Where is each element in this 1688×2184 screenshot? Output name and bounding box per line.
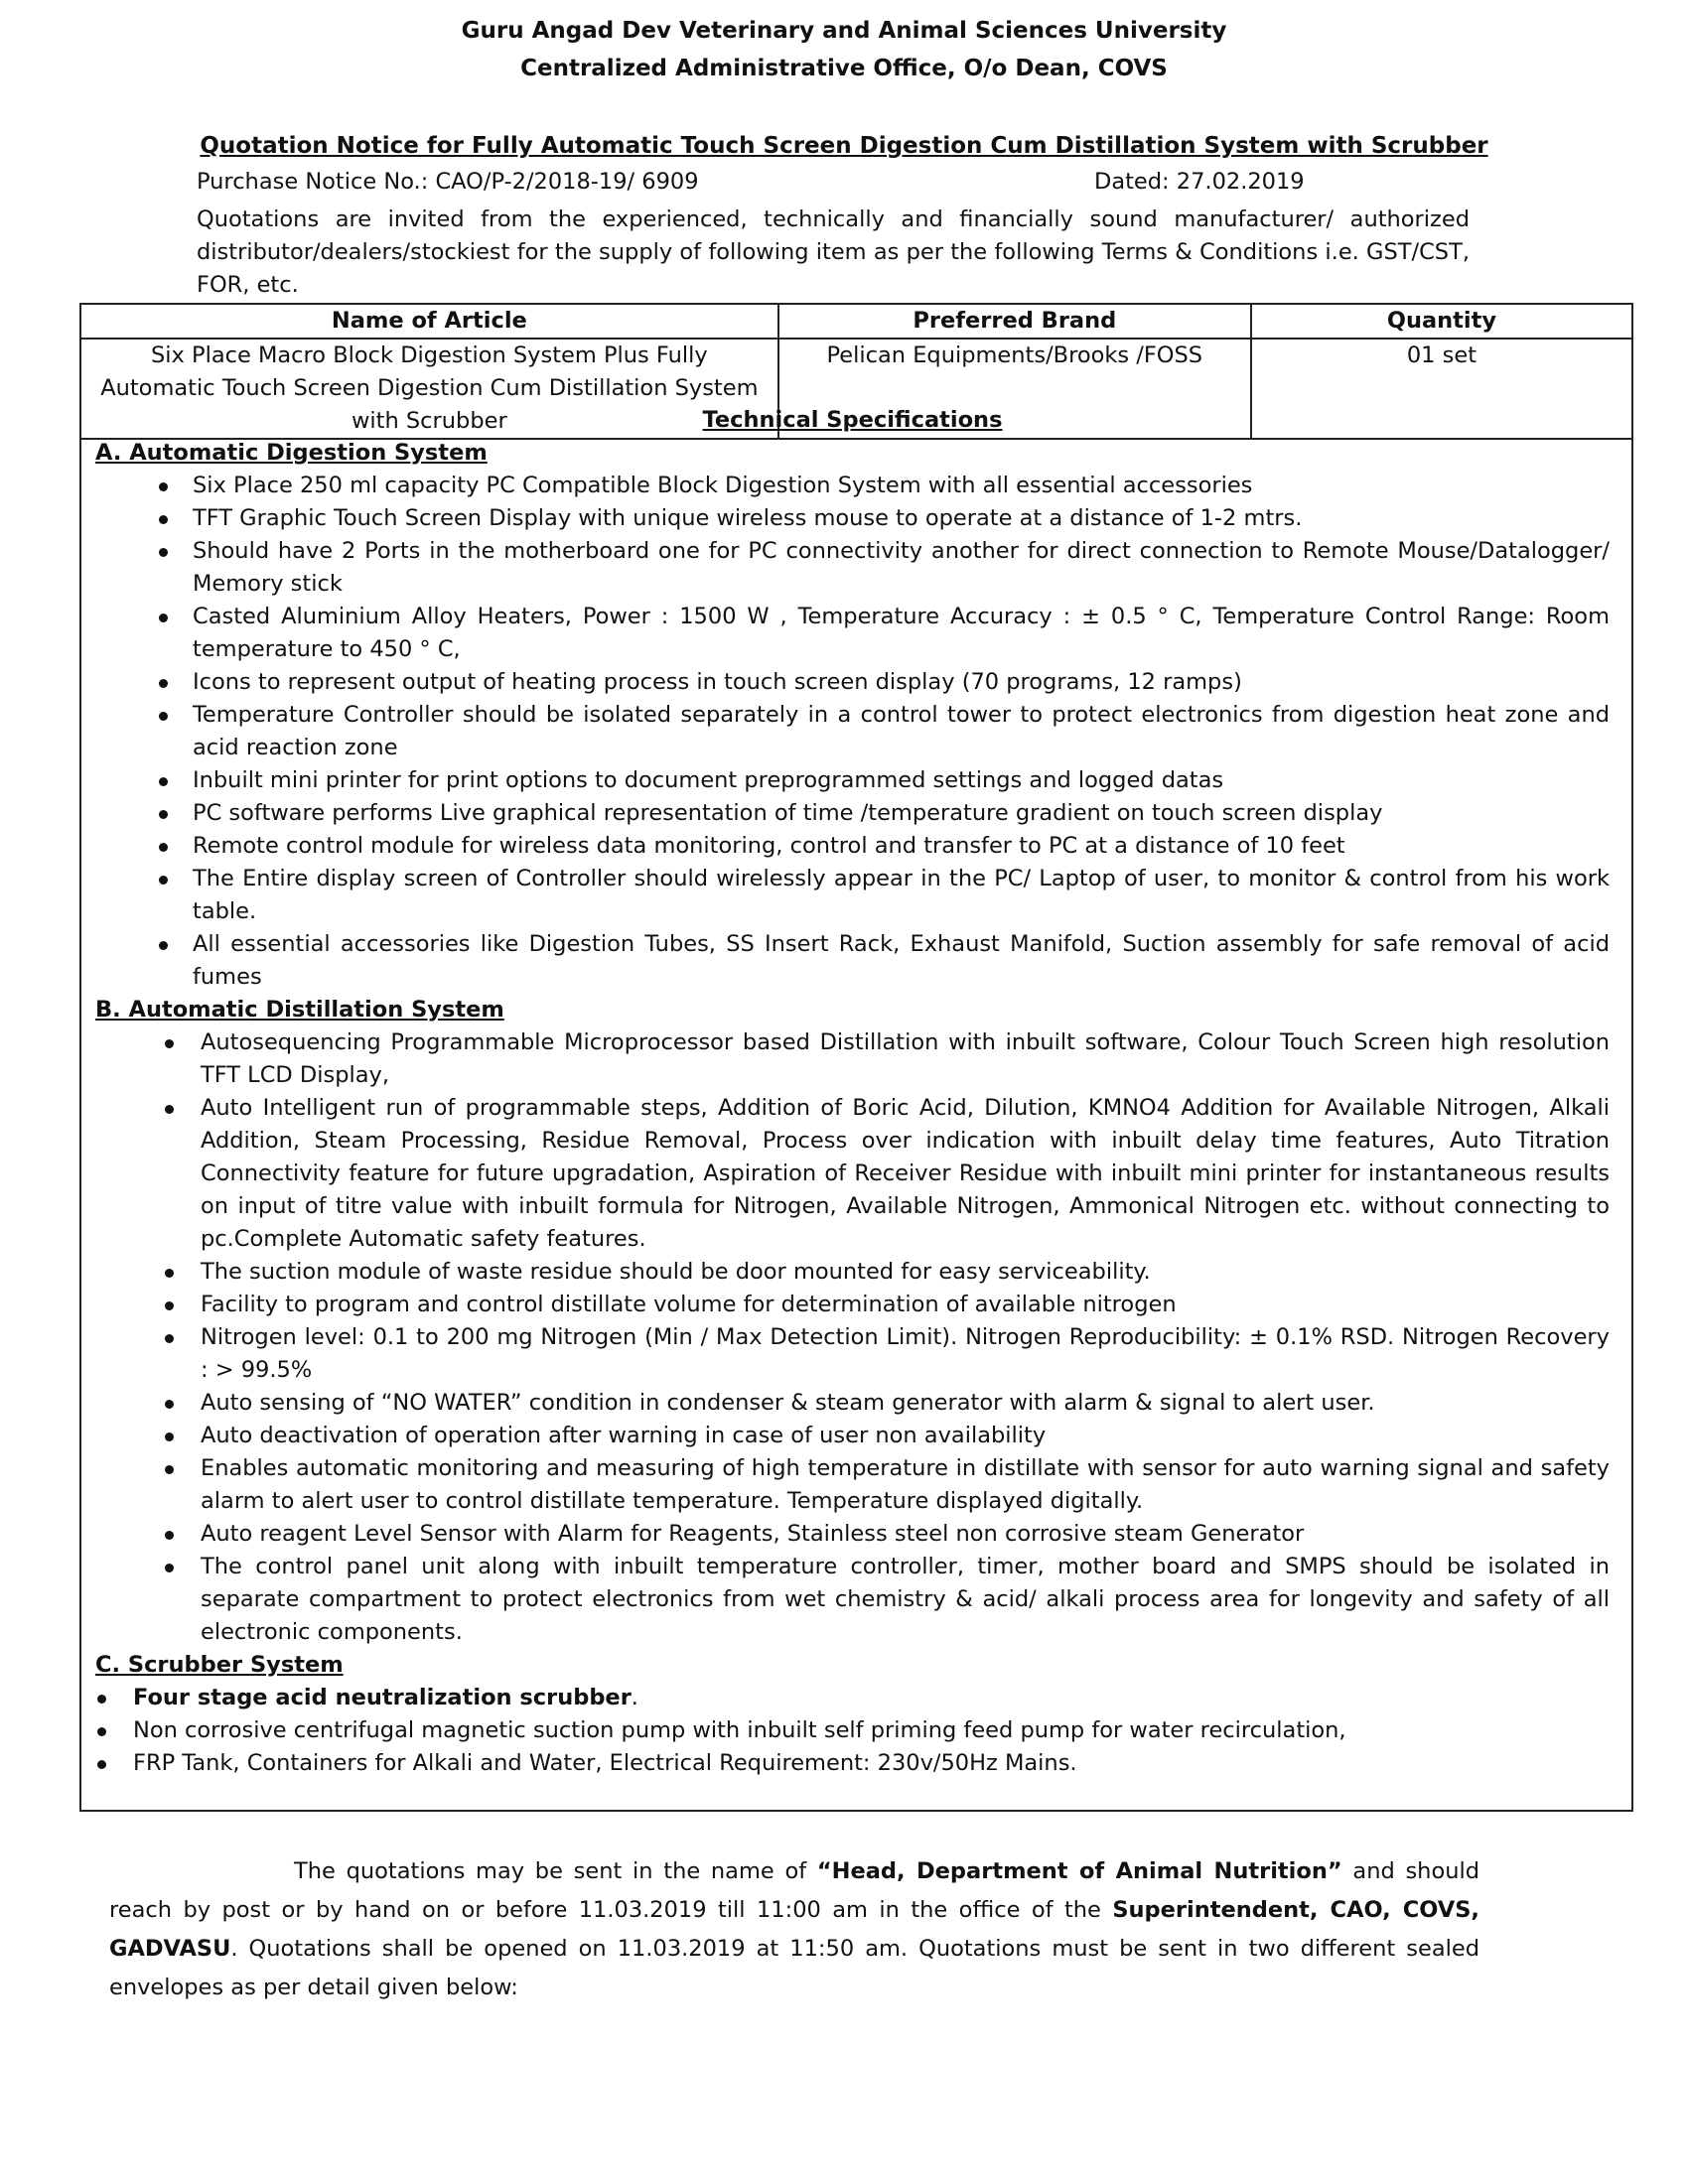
section-a-list [95, 470, 1610, 994]
list-item: Non corrosive centrifugal magnetic suction pump with inbuilt self priming feed pump for water recirculation, [95, 1714, 1610, 1747]
bullet-icon [159, 515, 168, 524]
bullet-icon [165, 1301, 174, 1310]
closing-text: The quotations may be sent in the name of [294, 1858, 817, 1884]
bullet-icon [159, 843, 168, 852]
technical-specifications-box [79, 402, 1633, 1812]
list-item: PC software performs Live graphical representation of time /temperature gradient on touch screen display [95, 797, 1610, 830]
bullet-icon [97, 1727, 106, 1736]
list-item: Facility to program and control distillate volume for determination of available nitrogen [95, 1289, 1610, 1321]
purchase-notice-number: Purchase Notice No.: CAO/P-2/2018-19/ 6909 [197, 169, 699, 195]
list-item: Should have 2 Ports in the motherboard one for PC connectivity another for direct connection to Remote Mouse/Datalogger/ Memory stick [95, 535, 1610, 601]
column-header-article: Name of Article [80, 304, 778, 339]
table-header-row [80, 304, 1632, 339]
list-item: Autosequencing Programmable Microprocessor based Distillation with inbuilt software, Colour Touch Screen high resolution TFT LCD Display, [95, 1026, 1610, 1092]
bullet-icon [159, 482, 168, 491]
bullet-icon [165, 1531, 174, 1540]
bullet-icon [165, 1105, 174, 1114]
list-item: Nitrogen level: 0.1 to 200 mg Nitrogen (Min / Max Detection Limit). Nitrogen Reproducibility: ± 0.1% RSD. Nitrogen Recovery : > 99.5% [95, 1321, 1610, 1387]
list-item: TFT Graphic Touch Screen Display with unique wireless mouse to operate at a distance of 1-2 mtrs. [95, 502, 1610, 535]
column-header-quantity: Quantity [1251, 304, 1632, 339]
specifications-title: Technical Specifications [702, 407, 1003, 433]
list-item: Inbuilt mini printer for print options to document preprogrammed settings and logged datas [95, 764, 1610, 797]
list-item: Six Place 250 ml capacity PC Compatible Block Digestion System with all essential accessories [95, 470, 1610, 502]
list-item: Auto reagent Level Sensor with Alarm for Reagents, Stainless steel non corrosive steam Generator [95, 1518, 1610, 1551]
university-name: Guru Angad Dev Veterinary and Animal Sciences University [461, 18, 1227, 44]
column-header-brand: Preferred Brand [778, 304, 1251, 339]
intro-paragraph: Quotations are invited from the experienced, technically and financially sound manufacturer/ authorized distributor/dealers/stockiest for the supply of following item as per the following Terms & Conditions i.e. GST/CST, FOR, etc. [197, 206, 1470, 298]
list-item: Four stage acid neutralization scrubber. [95, 1682, 1610, 1714]
list-item: Enables automatic monitoring and measuring of high temperature in distillate with sensor for auto warning signal and safety alarm to alert user to control distillate temperature. Temperature displayed digitally. [95, 1452, 1610, 1518]
bullet-icon [159, 777, 168, 786]
bullet-icon [97, 1695, 106, 1704]
list-item: FRP Tank, Containers for Alkali and Water, Electrical Requirement: 230v/50Hz Mains. [95, 1747, 1610, 1780]
technical-specifications [95, 404, 1610, 1780]
bullet-icon [159, 614, 168, 622]
notice-date: Dated: 27.02.2019 [1094, 169, 1305, 195]
bullet-icon [165, 1433, 174, 1441]
bullet-icon [159, 679, 168, 688]
list-item: Remote control module for wireless data monitoring, control and transfer to PC at a distance of 10 feet [95, 830, 1610, 863]
bullet-icon [159, 876, 168, 885]
list-item: The suction module of waste residue should be door mounted for easy serviceability. [95, 1256, 1610, 1289]
bullet-icon [159, 712, 168, 721]
article-name-cell: Six Place Macro Block Digestion System Plus Fully Automatic Touch Screen Digestion Cum Distillation System with Scrubber [80, 339, 778, 439]
list-item: Casted Aluminium Alloy Heaters, Power : 1500 W , Temperature Accuracy : ± 0.5 ° C, Temperature Control Range: Room temperature to 450 ° C, [95, 601, 1610, 666]
list-item: Auto Intelligent run of programmable steps, Addition of Boric Acid, Dilution, KMNO4 Addition for Available Nitrogen, Alkali Addition, Steam Processing, Residue Removal, Process over indication with inbuilt delay time features, Auto Titration Connectivity feature for future upgradation, Aspiration of Receiver Residue with inbuilt mini printer for instantaneous results on input of titre value with inbuilt formula for Nitrogen, Available Nitrogen, Ammonical Nitrogen etc. without connecting to pc.Complete Automatic safety features. [95, 1092, 1610, 1256]
list-item: Icons to represent output of heating process in touch screen display (70 programs, 12 ramps) [95, 666, 1610, 699]
document-header [0, 12, 1688, 87]
closing-paragraph [109, 1852, 1479, 2007]
list-item: Auto deactivation of operation after warning in case of user non availability [95, 1420, 1610, 1452]
bullet-icon [159, 810, 168, 819]
bullet-icon [159, 941, 168, 950]
notice-title: Quotation Notice for Fully Automatic Touch Screen Digestion Cum Distillation System with Scrubber [200, 133, 1488, 159]
closing-text: . Quotations shall be opened on 11.03.2019 at 11:50 am. Quotations must be sent in two different sealed envelopes as per detail given below: [109, 1936, 1479, 2000]
section-b-heading: B. Automatic Distillation System [95, 997, 504, 1023]
list-item: Auto sensing of “NO WATER” condition in condenser & steam generator with alarm & signal to alert user. [95, 1387, 1610, 1420]
bullet-icon [165, 1334, 174, 1343]
list-item: All essential accessories like Digestion Tubes, SS Insert Rack, Exhaust Manifold, Suction assembly for safe removal of acid fumes [95, 928, 1610, 994]
list-item: The control panel unit along with inbuilt temperature controller, timer, mother board and SMPS should be isolated in separate compartment to protect electronics from wet chemistry & acid/ alkali process area for longevity and safety of all electronic components. [95, 1551, 1610, 1649]
bullet-icon [165, 1400, 174, 1409]
bullet-icon [165, 1564, 174, 1572]
section-c-list [95, 1682, 1610, 1780]
bullet-icon [165, 1269, 174, 1278]
bullet-icon [165, 1465, 174, 1474]
section-c-heading: C. Scrubber System [95, 1652, 344, 1678]
quantity-cell: 01 set [1251, 339, 1632, 439]
notice-meta [197, 166, 1487, 199]
closing-text: and should reach by post or by hand on or before 11.03.2019 till 11:00 am in the office of the [109, 1858, 1480, 1923]
brand-cell: Pelican Equipments/Brooks /FOSS [778, 339, 1251, 439]
addressee: “Head, Department of Animal Nutrition” [816, 1858, 1342, 1884]
section-b-list [95, 1026, 1610, 1649]
list-item: The Entire display screen of Controller should wirelessly appear in the PC/ Laptop of user, to monitor & control from his work table. [95, 863, 1610, 928]
bullet-icon [159, 548, 168, 557]
section-a-heading: A. Automatic Digestion System [95, 440, 488, 466]
bullet-icon [165, 1039, 174, 1048]
bullet-icon [97, 1760, 106, 1769]
office-recipient: Superintendent, CAO, COVS, GADVASU [109, 1897, 1479, 1962]
list-item: Temperature Controller should be isolated separately in a control tower to protect electronics from digestion heat zone and acid reaction zone [95, 699, 1610, 764]
office-name: Centralized Administrative Office, O/o Dean, COVS [520, 56, 1168, 81]
